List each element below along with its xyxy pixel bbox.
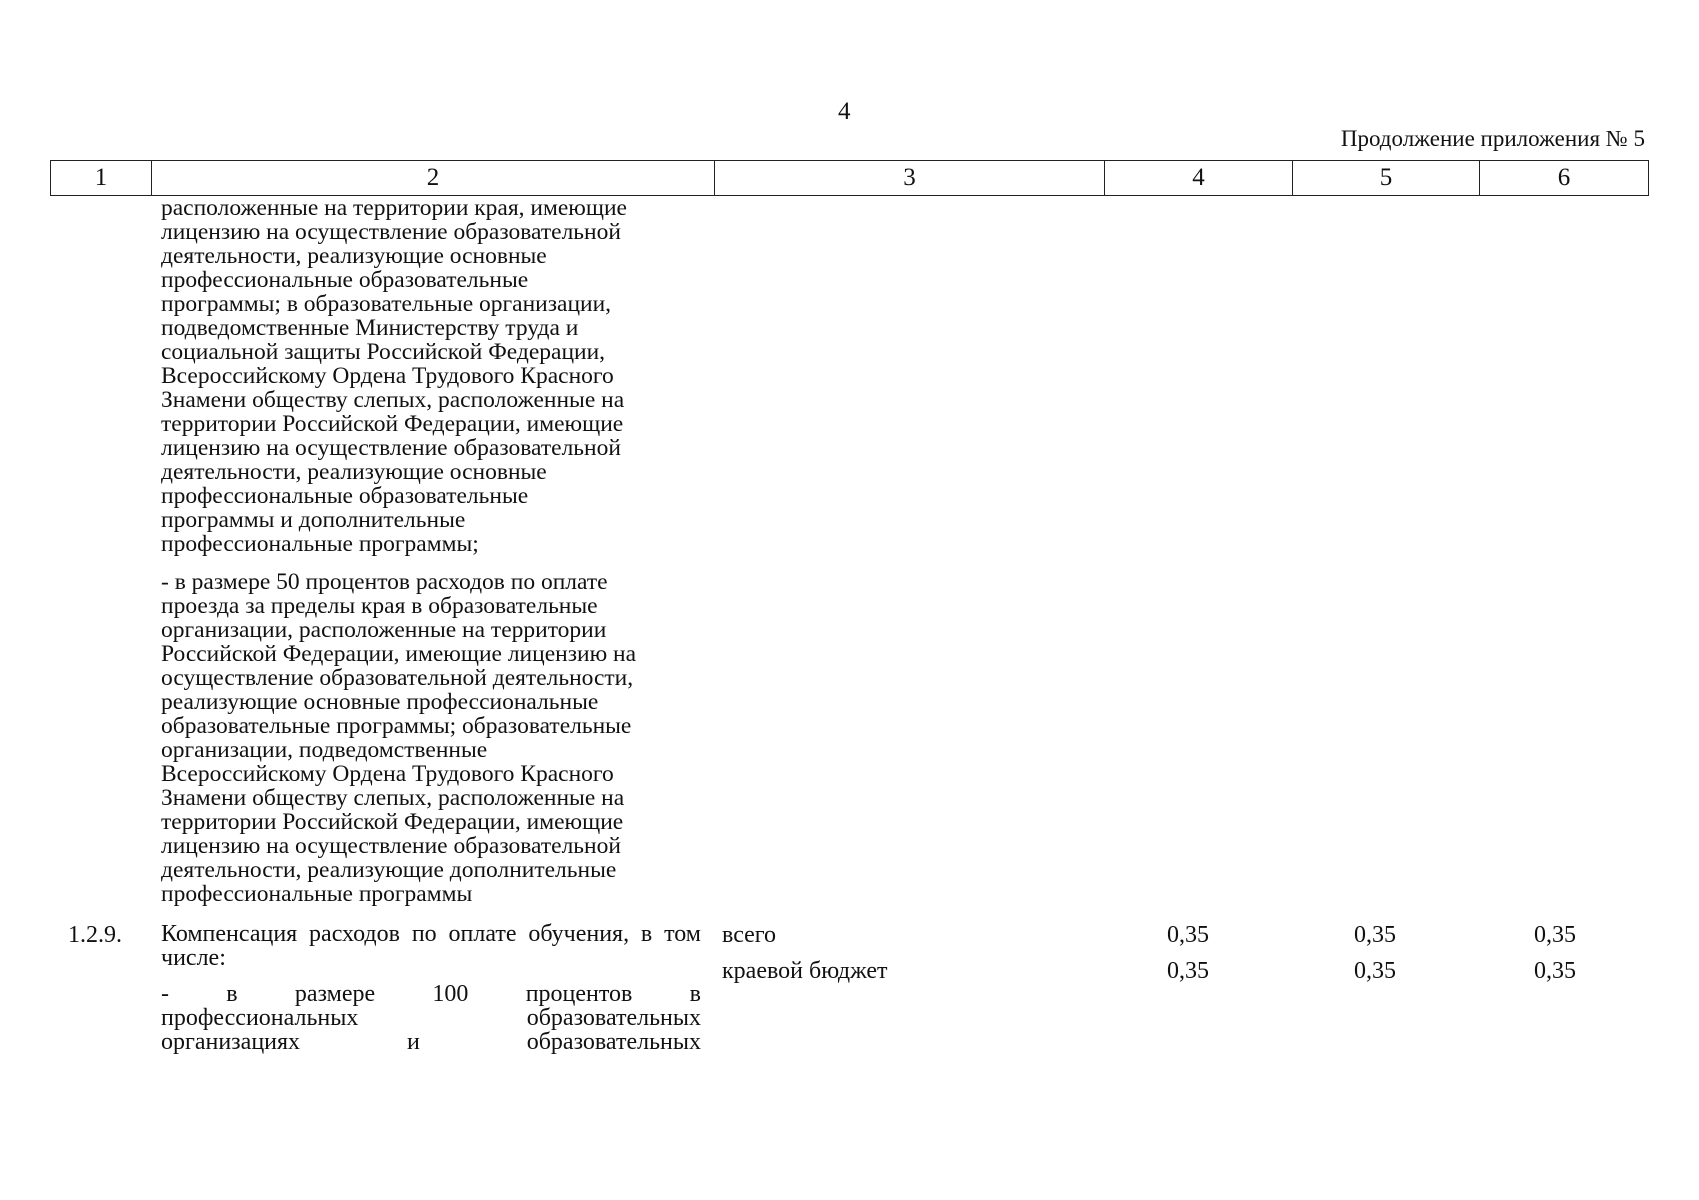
row-number: 1.2.9.: [68, 922, 122, 948]
text-line: лицензию на осуществление образовательной: [161, 435, 621, 461]
text-line: деятельности, реализующие основные: [161, 243, 547, 269]
text-line: программы; в образовательные организации,: [161, 291, 612, 317]
header-col-6: 6: [1480, 161, 1649, 196]
text-line: территории Российской Федерации, имеющие: [161, 411, 624, 437]
text-line: подведомственные Министерству труда и: [161, 315, 579, 341]
header-col-3: 3: [715, 161, 1105, 196]
text-line: организации, подведомственные: [161, 737, 488, 763]
page-number: 4: [838, 98, 851, 125]
text-line: профессиональные образовательные: [161, 267, 529, 293]
text-line: организации, расположенные на территории: [161, 617, 607, 643]
table-header: [50, 160, 1649, 196]
value-col4-total: 0,35: [1167, 922, 1209, 948]
text-line: социальной защиты Российской Федерации,: [161, 339, 606, 365]
text-line: - в размере 50 процентов расходов по оплате: [161, 569, 608, 595]
header-col-4: 4: [1105, 161, 1293, 196]
travel-compensation-text-block: [161, 570, 701, 906]
text-line: лицензию на осуществление образовательной: [161, 833, 621, 859]
text-line: территории Российской Федерации, имеющие: [161, 809, 624, 835]
text-line: профессиональные образовательные: [161, 483, 529, 509]
value-col5-regional: 0,35: [1354, 958, 1396, 984]
value-col4-regional: 0,35: [1167, 958, 1209, 984]
funding-source-regional: краевой бюджет: [722, 958, 888, 984]
text-line: профессиональных образовательных: [161, 1005, 701, 1031]
text-line: Всероссийскому Ордена Трудового Красного: [161, 363, 614, 389]
header-col-2: 2: [152, 161, 715, 196]
header-col-1: 1: [51, 161, 152, 196]
appendix-note: Продолжение приложения № 5: [1340, 126, 1645, 151]
funding-source-total: всего: [722, 922, 777, 948]
value-col6-total: 0,35: [1534, 922, 1576, 948]
header-col-5: 5: [1293, 161, 1480, 196]
continuation-text-block: [161, 196, 701, 556]
text-line: профессиональные программы: [161, 881, 473, 907]
text-line: профессиональные программы;: [161, 531, 479, 557]
text-line: программы и дополнительные: [161, 507, 466, 533]
text-line: Знамени обществу слепых, расположенные на: [161, 387, 625, 413]
text-line: расположенные на территории края, имеющие: [161, 195, 627, 221]
text-line: Всероссийскому Ордена Трудового Красного: [161, 761, 614, 787]
text-line: Знамени обществу слепых, расположенные на: [161, 785, 625, 811]
text-line: лицензию на осуществление образовательной: [161, 219, 621, 245]
row-title: Компенсация расходов по оплате обучения, в том числе:: [161, 921, 701, 971]
text-line: - в размере 100 процентов в: [161, 981, 701, 1007]
text-line: Российской Федерации, имеющие лицензию на: [161, 641, 637, 667]
text-line: организациях и образовательных: [161, 1029, 701, 1055]
text-line: образовательные программы; образовательные: [161, 713, 632, 739]
text-line: осуществление образовательной деятельности,: [161, 665, 634, 691]
value-col5-total: 0,35: [1354, 922, 1396, 948]
text-line: деятельности, реализующие дополнительные: [161, 857, 617, 883]
row-subitem: [161, 982, 701, 1054]
text-line: проезда за пределы края в образовательные: [161, 593, 598, 619]
text-line: деятельности, реализующие основные: [161, 459, 547, 485]
value-col6-regional: 0,35: [1534, 958, 1576, 984]
text-line: реализующие основные профессиональные: [161, 689, 599, 715]
